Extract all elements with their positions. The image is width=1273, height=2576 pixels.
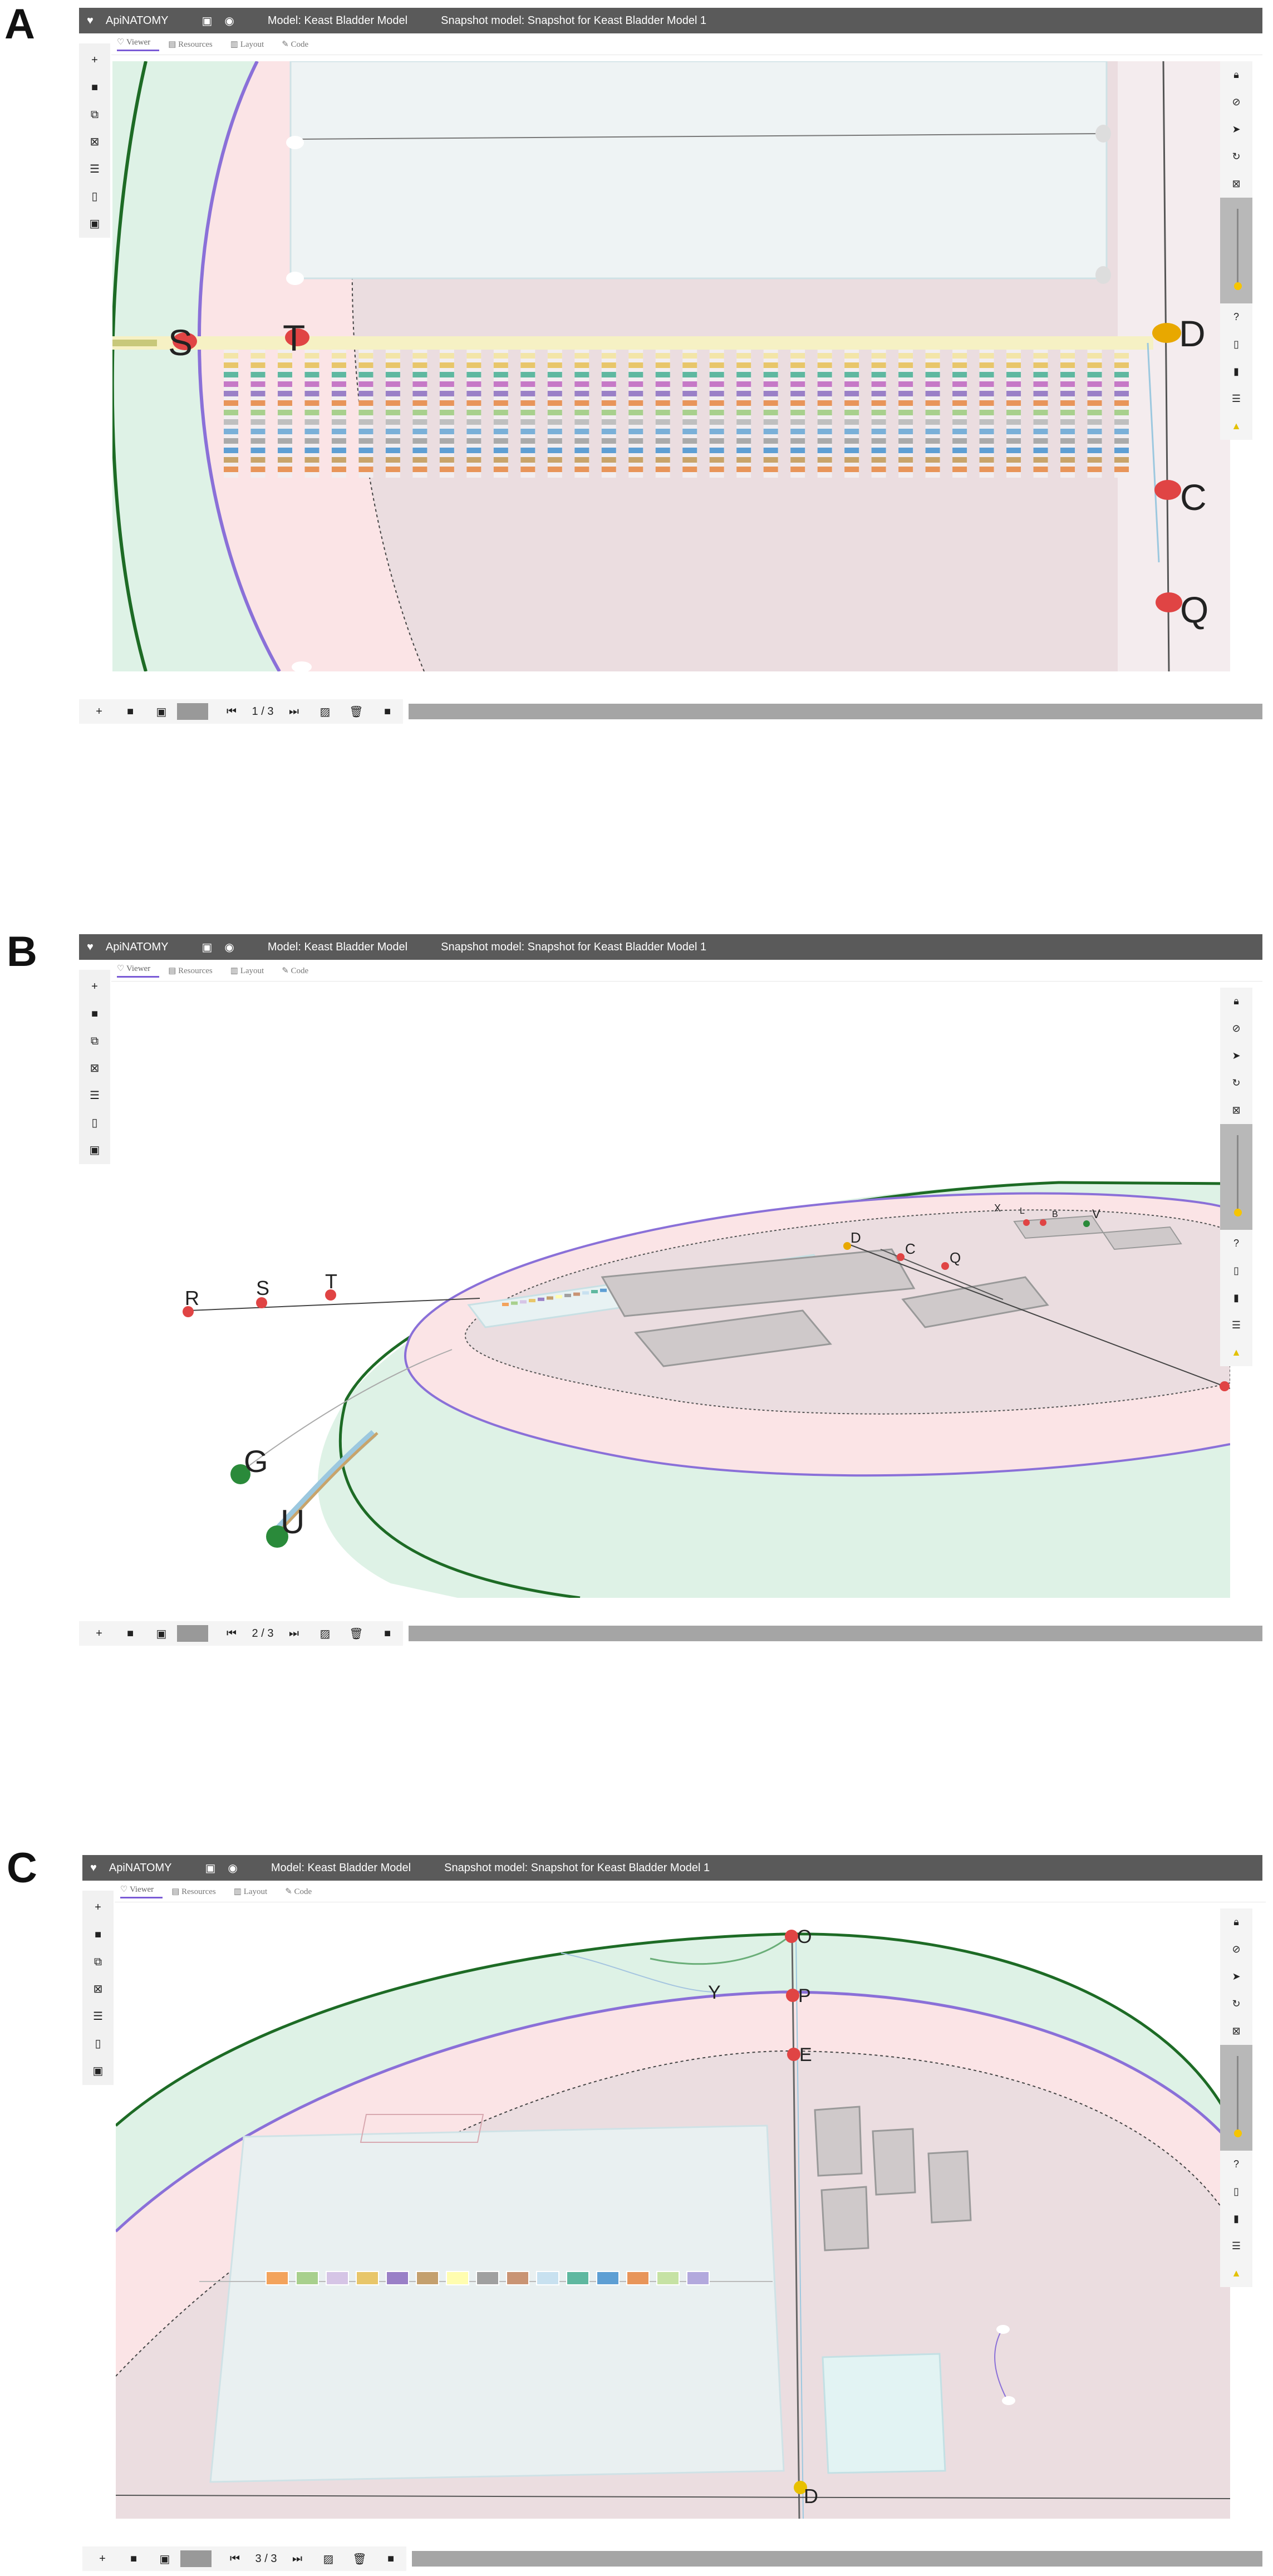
close-box-icon[interactable]: ⊠ [1232, 2025, 1241, 2037]
heart-icon: ♥ [87, 940, 94, 953]
lyph-column[interactable] [1060, 350, 1075, 478]
image-icon[interactable]: ▨ [320, 705, 331, 718]
top-bar [79, 8, 1262, 33]
lock-icon[interactable]: 🔒︎ [1233, 995, 1239, 1007]
node-label-t: T [325, 1270, 337, 1293]
timeline-track[interactable] [409, 704, 1262, 719]
trash-icon[interactable]: 🗑︎ [349, 705, 363, 718]
lyph-box[interactable] [507, 2271, 529, 2285]
lyph-box[interactable] [627, 2271, 649, 2285]
lyph-segment[interactable] [573, 1293, 580, 1296]
node-o[interactable] [785, 1930, 798, 1943]
database-icon[interactable]: ☰ [93, 2010, 103, 2023]
node-label-b: B [1052, 1210, 1058, 1219]
folder-icon[interactable]: ■ [91, 1008, 99, 1020]
tab-layout[interactable]: ▥ Layout [230, 966, 264, 975]
snapshot-name: Snapshot model: Snapshot for Keast Bladder Model 1 [444, 1861, 710, 1874]
node-label-v: V [1092, 1207, 1100, 1221]
top-bar [82, 1855, 1262, 1881]
timeline-track[interactable] [409, 1626, 1262, 1641]
lyph-column[interactable] [548, 350, 562, 478]
github-icon[interactable]: ◉ [224, 941, 234, 954]
snapshot-pager: 3 / 3 [255, 2552, 277, 2565]
lyph-column[interactable] [1006, 350, 1021, 478]
file-text-icon[interactable]: ☰ [1231, 393, 1241, 404]
node-label-u: U [281, 1503, 305, 1540]
node-label-g: G [244, 1444, 268, 1479]
send-icon[interactable]: ➤ [1232, 1971, 1241, 1982]
lyph-box[interactable] [266, 2271, 288, 2285]
lyph-column[interactable] [1114, 350, 1129, 478]
save-icon[interactable]: ▣ [89, 1144, 100, 1156]
image-icon[interactable]: ▨ [323, 2553, 334, 2565]
model-name: Model: Keast Bladder Model [271, 1861, 411, 1874]
image-icon[interactable]: ▨ [320, 1627, 331, 1640]
app-name[interactable]: ApiNATOMY [105, 940, 169, 953]
right-toolbar [1220, 1908, 1252, 2287]
lyph-column[interactable] [710, 350, 724, 478]
node-d[interactable] [843, 1242, 851, 1250]
lyph-column[interactable] [764, 350, 778, 478]
lyph-segment[interactable] [538, 1298, 544, 1301]
merge-icon[interactable]: ⧉ [90, 1035, 99, 1047]
node-label-s: S [168, 322, 193, 363]
tab-code-label: Code [291, 40, 309, 49]
graph-icon[interactable]: ⊠ [90, 1062, 100, 1074]
snapshot-pager: 1 / 3 [252, 705, 274, 718]
lyph-column[interactable] [818, 350, 832, 478]
help-icon[interactable]: ? [1233, 311, 1239, 322]
merge-icon[interactable]: ⧉ [90, 109, 99, 121]
ban-icon[interactable]: ⊘ [1232, 96, 1241, 107]
tab-code[interactable]: ✎ Code [282, 40, 309, 49]
lyph-segment[interactable] [529, 1299, 535, 1302]
node-label-o: O [797, 1926, 812, 1947]
file-text-icon[interactable]: ☰ [1231, 2240, 1241, 2251]
plus-icon[interactable]: + [96, 1627, 102, 1640]
lyph-box[interactable] [537, 2271, 559, 2285]
tab-code-label: Code [291, 966, 309, 975]
node-q[interactable] [1156, 592, 1182, 612]
lyph-column[interactable] [790, 350, 805, 478]
last-icon[interactable]: ⏭ [289, 1627, 299, 1640]
bottom-bar [82, 2546, 1262, 2571]
node-label-p: P [798, 1985, 811, 2006]
lyph-box[interactable] [597, 2271, 619, 2285]
printer-icon[interactable]: ▣ [201, 14, 213, 27]
node-c[interactable] [897, 1253, 905, 1261]
node-label-x: X [994, 1203, 1001, 1214]
folder-icon[interactable]: ■ [126, 1627, 134, 1640]
separator [177, 703, 208, 720]
heart-icon: ♥ [90, 1861, 97, 1874]
model-name: Model: Keast Bladder Model [267, 940, 408, 953]
apinatomy-window-b [79, 934, 1262, 1652]
tab-layout-label: Layout [240, 40, 264, 49]
node-edge[interactable] [1220, 1381, 1230, 1391]
warning-icon[interactable]: ▲ [1231, 2268, 1241, 2279]
ban-icon[interactable]: ⊘ [1232, 1023, 1241, 1034]
node-p[interactable] [786, 1989, 799, 2002]
file-icon[interactable]: ▯ [1233, 1265, 1239, 1276]
tab-viewer[interactable]: ♡ Viewer [117, 963, 159, 978]
document-icon[interactable]: ▯ [95, 2038, 101, 2050]
left-toolbar [82, 1891, 114, 2085]
snapshot-name: Snapshot model: Snapshot for Keast Bladder Model 1 [441, 940, 707, 953]
app-name[interactable]: ApiNATOMY [109, 1861, 172, 1874]
lyph-column[interactable] [412, 350, 427, 478]
lyph-column[interactable] [682, 350, 697, 478]
lyph-box[interactable] [296, 2271, 318, 2285]
lyph-column[interactable] [656, 350, 670, 478]
app-name[interactable]: ApiNATOMY [105, 14, 169, 27]
github-icon[interactable]: ◉ [224, 14, 234, 27]
lyph-strip[interactable] [266, 2271, 709, 2285]
node-label-y: Y [708, 1982, 721, 2003]
tab-viewer-label: Viewer [126, 38, 151, 47]
lyph-column[interactable] [736, 350, 751, 478]
view-tabs [117, 961, 326, 980]
apinatomy-window-c [82, 1855, 1262, 2573]
save-icon[interactable]: ▣ [92, 2065, 104, 2077]
lyph-box[interactable] [657, 2271, 679, 2285]
tab-layout-label: Layout [243, 1887, 268, 1896]
file-filled-icon[interactable]: ▮ [1233, 1292, 1239, 1303]
lyph-column[interactable] [844, 350, 859, 478]
folder-icon[interactable]: ■ [91, 81, 99, 94]
save-icon[interactable]: ▣ [89, 218, 100, 230]
file-icon[interactable]: ▯ [1233, 338, 1239, 350]
lyph-column[interactable] [466, 350, 481, 478]
lyph-column[interactable] [1034, 350, 1048, 478]
plus-icon[interactable]: + [99, 2552, 106, 2565]
node-q[interactable] [941, 1262, 949, 1270]
lyph-column[interactable] [628, 350, 643, 478]
file-icon[interactable]: ▯ [1233, 2186, 1239, 2197]
lyph-segment[interactable] [502, 1303, 509, 1306]
first-icon[interactable]: ⏮ [227, 705, 237, 718]
panel-letter-b: B [7, 928, 37, 975]
lock-icon[interactable]: 🔒︎ [1233, 1916, 1239, 1927]
document-icon[interactable]: ▯ [91, 190, 98, 203]
node-label-d: D [851, 1229, 861, 1246]
right-toolbar [1220, 61, 1252, 440]
lyph-segment[interactable] [520, 1300, 527, 1303]
lyph-column[interactable] [574, 350, 589, 478]
lyph-column[interactable] [332, 350, 346, 478]
lyph-segment[interactable] [511, 1302, 518, 1305]
plus-icon[interactable]: + [91, 54, 98, 66]
tab-code[interactable]: ✎ Code [282, 966, 309, 975]
node-label-d: D [804, 2485, 818, 2508]
heart-icon: ♥ [87, 14, 94, 27]
stop-icon[interactable]: ■ [387, 2552, 395, 2565]
send-icon[interactable]: ➤ [1232, 1050, 1241, 1061]
node-label-l: L [1020, 1206, 1025, 1216]
tab-layout[interactable]: ▥ Layout [233, 1887, 268, 1896]
node-label-e: E [799, 2044, 812, 2065]
save-icon[interactable]: ▣ [159, 2553, 170, 2565]
tab-code[interactable]: ✎ Code [285, 1887, 312, 1896]
refresh-icon[interactable]: ↻ [1232, 1998, 1241, 2009]
lyph-column[interactable] [386, 350, 400, 478]
merge-icon[interactable]: ⧉ [94, 1956, 102, 1968]
lock-icon[interactable]: 🔒︎ [1233, 69, 1239, 80]
stop-icon[interactable]: ■ [384, 1627, 391, 1640]
lyph-column[interactable] [952, 350, 967, 478]
file-text-icon[interactable]: ☰ [1231, 1319, 1241, 1331]
graph-viewer[interactable] [112, 61, 1230, 671]
help-icon[interactable]: ? [1233, 2158, 1239, 2170]
bottom-bar [79, 1621, 1262, 1646]
node-label-t: T [283, 317, 306, 359]
node-label-c: C [1180, 477, 1207, 518]
lyph-box[interactable] [416, 2271, 439, 2285]
zoom-slider[interactable] [1220, 1124, 1252, 1230]
plus-icon[interactable]: + [96, 705, 102, 718]
lyph-column[interactable] [520, 350, 535, 478]
view-tabs [120, 1882, 330, 1901]
lyph-column[interactable] [898, 350, 913, 478]
ban-icon[interactable]: ⊘ [1232, 1944, 1241, 1955]
lyph-segment[interactable] [564, 1294, 571, 1297]
node-label-q: Q [950, 1249, 961, 1266]
folder-icon[interactable]: ■ [94, 1929, 102, 1941]
lyph-segment[interactable] [547, 1297, 553, 1300]
tab-code-label: Code [294, 1887, 312, 1896]
left-toolbar [79, 970, 110, 1164]
lyph-column[interactable] [250, 350, 265, 478]
node-e[interactable] [787, 2048, 800, 2061]
printer-icon[interactable]: ▣ [205, 1862, 216, 1875]
lyph-column[interactable] [304, 350, 319, 478]
bottom-bar [79, 699, 1262, 724]
tab-layout-label: Layout [240, 966, 264, 975]
top-bar [79, 934, 1262, 960]
first-icon[interactable]: ⏮ [230, 2552, 240, 2565]
lyph-box[interactable] [446, 2271, 469, 2285]
zoom-slider[interactable] [1220, 198, 1252, 303]
lyph-box[interactable] [687, 2271, 709, 2285]
tab-resources-label: Resources [178, 966, 213, 975]
left-toolbar [79, 43, 110, 238]
graph-viewer[interactable] [116, 1908, 1230, 2519]
lyph-column[interactable] [440, 350, 454, 478]
snapshot-name: Snapshot model: Snapshot for Keast Bladder Model 1 [441, 14, 707, 27]
first-icon[interactable]: ⏮ [227, 1627, 237, 1640]
save-icon[interactable]: ▣ [156, 1627, 167, 1640]
lyph-column[interactable] [926, 350, 940, 478]
close-box-icon[interactable]: ⊠ [1232, 1105, 1241, 1116]
model-name: Model: Keast Bladder Model [267, 14, 408, 27]
tab-viewer-label: Viewer [129, 1885, 154, 1894]
separator [180, 2550, 212, 2567]
apinatomy-window-a [79, 8, 1262, 732]
lyph-box[interactable] [356, 2271, 379, 2285]
tab-viewer[interactable]: ♡ Viewer [117, 37, 159, 51]
folder-icon[interactable]: ■ [130, 2552, 137, 2565]
tab-resources-label: Resources [178, 40, 213, 49]
close-box-icon[interactable]: ⊠ [1232, 178, 1241, 189]
node-label-d: D [1179, 313, 1206, 354]
snapshot-pager: 2 / 3 [252, 1627, 274, 1640]
warning-icon[interactable]: ▲ [1231, 1347, 1241, 1358]
lyph-segment[interactable] [556, 1295, 562, 1298]
tab-layout[interactable]: ▥ Layout [230, 40, 264, 49]
warning-icon[interactable]: ▲ [1231, 420, 1241, 431]
lyph-box[interactable] [326, 2271, 348, 2285]
tab-viewer[interactable]: ♡ Viewer [120, 1884, 163, 1898]
graph-icon[interactable]: ⊠ [90, 136, 100, 148]
separator [177, 1625, 208, 1642]
node-label-c: C [905, 1240, 916, 1257]
view-tabs [117, 35, 326, 53]
lyph-box[interactable] [476, 2271, 499, 2285]
trash-icon[interactable]: 🗑︎ [349, 1627, 363, 1640]
timeline-track[interactable] [412, 2551, 1262, 2567]
lyph-column[interactable] [872, 350, 886, 478]
lyph-column[interactable] [358, 350, 373, 478]
right-toolbar [1220, 988, 1252, 1366]
database-icon[interactable]: ☰ [90, 163, 100, 175]
help-icon[interactable]: ? [1233, 1238, 1239, 1249]
zoom-slider[interactable] [1220, 2045, 1252, 2151]
tab-resources[interactable]: ▤ Resources [168, 40, 213, 49]
refresh-icon[interactable]: ↻ [1232, 1077, 1241, 1088]
stop-icon[interactable]: ■ [384, 705, 391, 718]
graph-viewer[interactable] [112, 988, 1230, 1598]
node-d[interactable] [1152, 323, 1181, 343]
last-icon[interactable]: ⏭ [292, 2552, 302, 2565]
plus-icon[interactable]: + [95, 1901, 101, 1913]
folder-icon[interactable]: ■ [126, 705, 134, 718]
tab-viewer-label: Viewer [126, 964, 151, 973]
database-icon[interactable]: ☰ [90, 1090, 100, 1102]
graph-icon[interactable]: ⊠ [93, 1983, 103, 1995]
lyph-column[interactable] [980, 350, 994, 478]
lyph-segment[interactable] [600, 1289, 607, 1292]
node-label-s: S [256, 1277, 270, 1299]
tab-resources-label: Resources [181, 1887, 216, 1896]
github-icon[interactable]: ◉ [228, 1862, 238, 1875]
node-label-r: R [185, 1287, 199, 1309]
tab-resources[interactable]: ▤ Resources [171, 1887, 216, 1896]
last-icon[interactable]: ⏭ [289, 705, 299, 718]
lyph-column[interactable] [278, 350, 292, 478]
panel-letter-a: A [4, 1, 35, 48]
printer-icon[interactable]: ▣ [201, 941, 213, 954]
plus-icon[interactable]: + [91, 980, 98, 993]
file-filled-icon[interactable]: ▮ [1233, 366, 1239, 377]
lyph-column[interactable] [602, 350, 616, 478]
tab-resources[interactable]: ▤ Resources [168, 966, 213, 975]
lyph-box[interactable] [386, 2271, 409, 2285]
node-c[interactable] [1154, 480, 1181, 500]
lyph-segment[interactable] [582, 1291, 589, 1294]
save-icon[interactable]: ▣ [156, 705, 167, 718]
lyph-column[interactable] [1088, 350, 1102, 478]
document-icon[interactable]: ▯ [91, 1117, 98, 1129]
node-label-q: Q [1180, 589, 1209, 630]
lyph-column[interactable] [494, 350, 508, 478]
lyph-column[interactable] [224, 350, 238, 478]
send-icon[interactable]: ➤ [1232, 124, 1241, 135]
file-filled-icon[interactable]: ▮ [1233, 2213, 1239, 2224]
lyph-segment[interactable] [591, 1290, 598, 1293]
lyph-box[interactable] [567, 2271, 589, 2285]
trash-icon[interactable]: 🗑︎ [352, 2553, 367, 2565]
refresh-icon[interactable]: ↻ [1232, 151, 1241, 162]
panel-letter-c: C [7, 1844, 37, 1892]
tab-divider [111, 981, 1262, 982]
